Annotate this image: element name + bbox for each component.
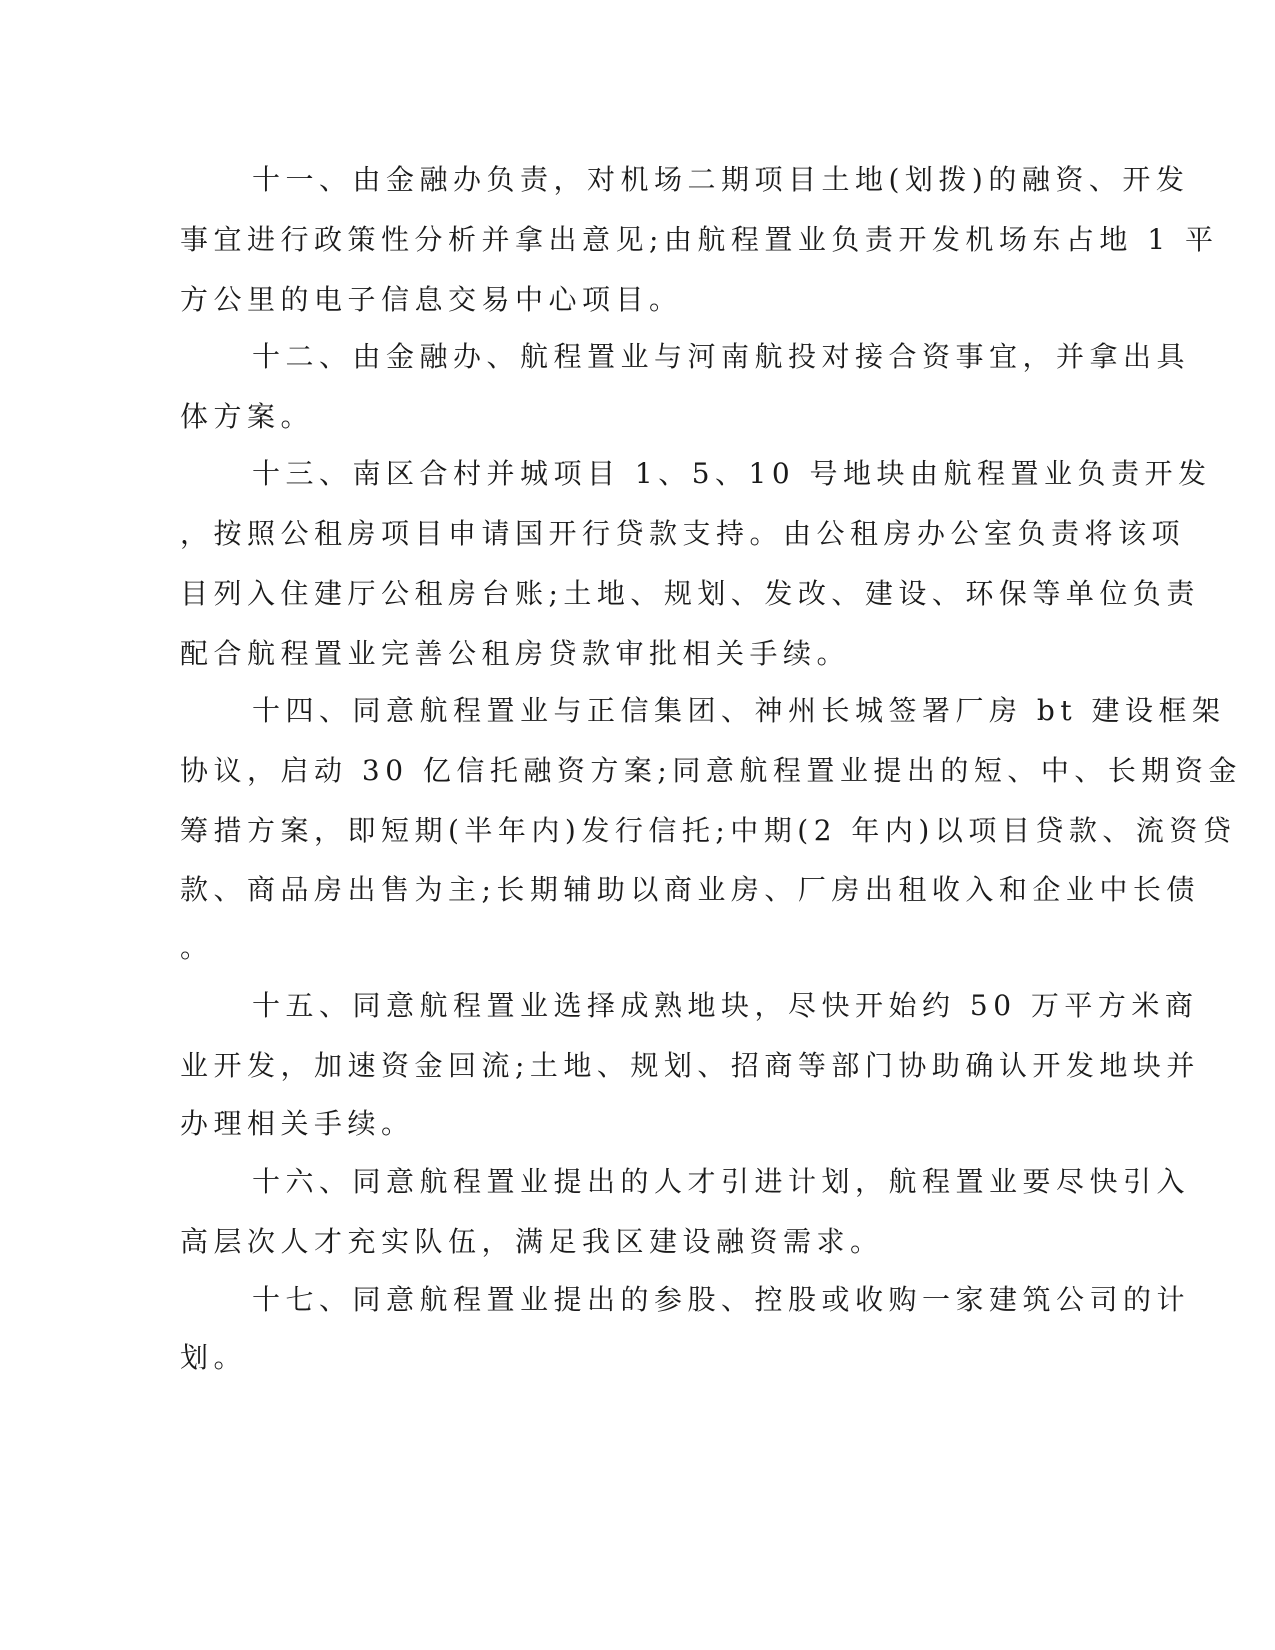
text-line: 十七、同意航程置业提出的参股、控股或收购一家建筑公司的计 — [252, 1283, 1191, 1316]
text-line: 十五、同意航程置业选择成熟地块，尽快开始约 50 万平方米商 — [252, 989, 1199, 1022]
text-line: 款、商品房出售为主;长期辅助以商业房、厂房出租收入和企业中长债 — [180, 873, 1200, 906]
text-line: 办理相关手续。 — [180, 1107, 415, 1140]
text-line: 十四、同意航程置业与正信集团、神州长城签署厂房 bt 建设框架 — [252, 694, 1226, 727]
text-line: 十六、同意航程置业提出的人才引进计划，航程置业要尽快引入 — [252, 1165, 1191, 1198]
text-line: 十二、由金融办、航程置业与河南航投对接合资事宜，并拿出具 — [252, 340, 1191, 373]
text-line: 配合航程置业完善公租房贷款审批相关手续。 — [180, 637, 851, 670]
text-line: 方公里的电子信息交易中心项目。 — [180, 283, 683, 316]
text-line: ，按照公租房项目申请国开行贷款支持。由公租房办公室负责将该项 — [180, 517, 1186, 550]
text-line: 事宜进行政策性分析并拿出意见;由航程置业负责开发机场东占地 1 平 — [180, 223, 1219, 256]
text-line: 体方案。 — [180, 400, 315, 433]
text-line: 业开发，加速资金回流;土地、规划、招商等部门协助确认开发地块并 — [180, 1049, 1200, 1082]
text-line: 高层次人才充实队伍，满足我区建设融资需求。 — [180, 1225, 884, 1258]
text-line: 。 — [180, 931, 214, 964]
text-line: 目列入住建厅公租房台账;土地、规划、发改、建设、环保等单位负责 — [180, 577, 1200, 610]
text-line: 协议，启动 30 亿信托融资方案;同意航程置业提出的短、中、长期资金 — [180, 754, 1242, 787]
text-line: 划。 — [180, 1341, 248, 1374]
text-line: 十三、南区合村并城项目 1、5、10 号地块由航程置业负责开发 — [252, 457, 1212, 490]
text-line: 十一、由金融办负责，对机场二期项目土地(划拨)的融资、开发 — [252, 163, 1190, 196]
text-line: 筹措方案，即短期(半年内)发行信托;中期(2 年内)以项目贷款、流资贷 — [180, 814, 1237, 847]
